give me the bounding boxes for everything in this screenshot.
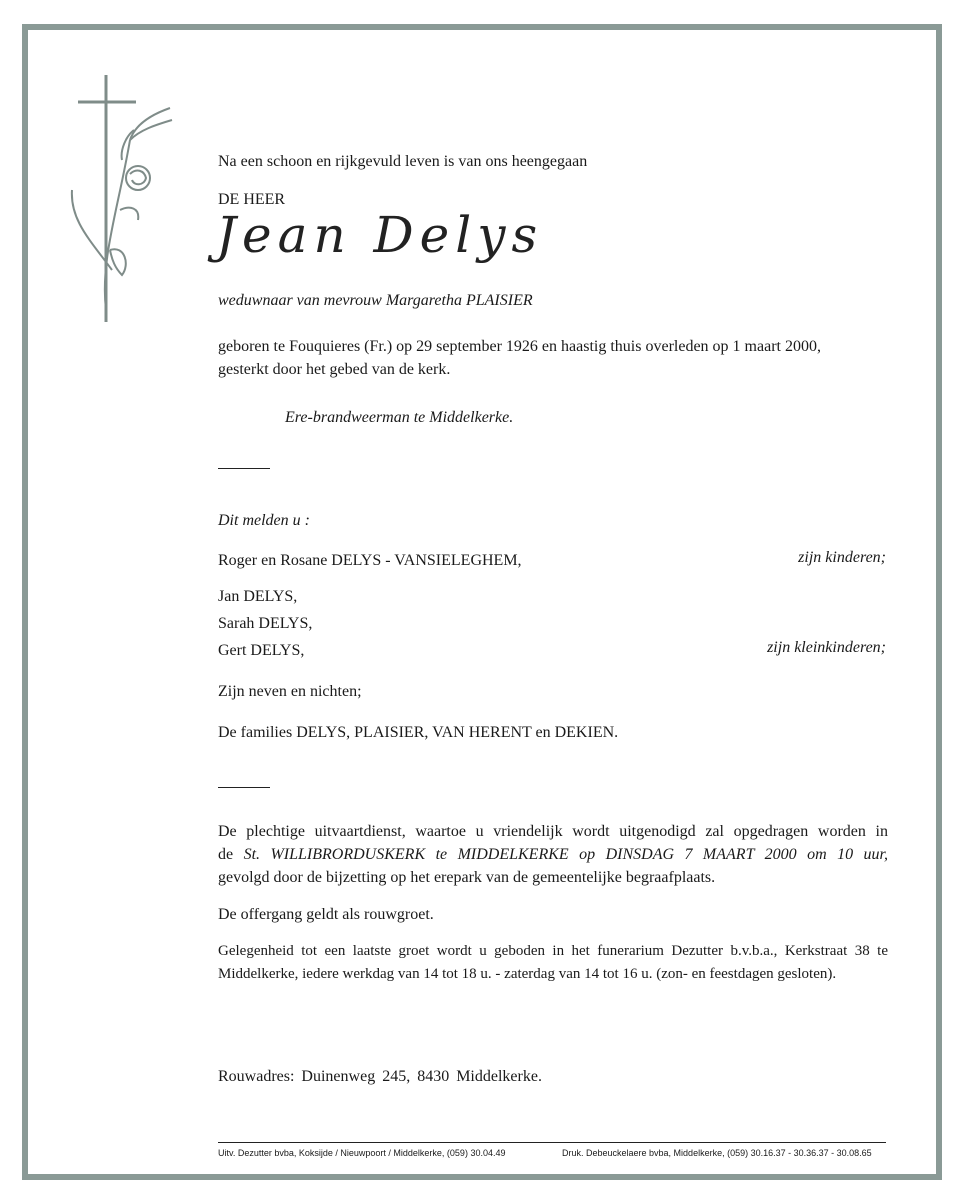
divider-2 [218, 787, 270, 788]
footer-right: Druk. Debeuckelaere bvba, Middelkerke, (059) 30.16.37 - 30.36.37 - 30.08.65 [562, 1148, 872, 1158]
children-name: Roger en Rosane DELYS - VANSIELEGHEM, [218, 552, 522, 569]
born-line-2: gesterkt door het gebed van de kerk. [218, 361, 451, 378]
service-line-2 [218, 843, 888, 866]
born-line-1: geboren te Fouquieres (Fr.) op 29 september 1926 en haastig thuis overleden op 1 maart 2000, [218, 338, 821, 355]
grandchild-1: Jan DELYS, [218, 588, 298, 605]
families-text: De families DELYS, PLAISIER, VAN HERENT en DEKIEN. [218, 724, 619, 741]
visit-line-2: Middelkerke, iedere werkdag van 14 tot 18 u. - zaterdag van 14 tot 16 u. (zon- en feestdagen gesloten). [218, 966, 837, 982]
grandchild-2: Sarah DELYS, [218, 615, 313, 632]
intro-text: Na een schoon en rijkgevuld leven is van ons heengegaan [218, 153, 588, 170]
service-line-1: De plechtige uitvaartdienst, waartoe u vriendelijk wordt uitgenodigd zal opgedragen worden in [218, 823, 888, 840]
footer-left: Uitv. Dezutter bvba, Koksijde / Nieuwpoort / Middelkerke, (059) 30.04.49 [218, 1148, 506, 1158]
announce-text: Dit melden u : [218, 512, 310, 529]
offering-text: De offergang geldt als rouwgroet. [218, 906, 434, 923]
widower-text: weduwnaar van mevrouw Margaretha PLAISIER [218, 292, 533, 309]
service-line-2-prefix: de [218, 846, 244, 863]
children-label: zijn kinderen; [798, 549, 886, 566]
divider-1 [218, 468, 270, 469]
cross-with-wheat-and-rose-icon [60, 70, 180, 330]
cousins-text: Zijn neven en nichten; [218, 683, 362, 700]
service-details: St. WILLIBRORDUSKERK te MIDDELKERKE op DINSDAG 7 MAART 2000 om 10 uur, [243, 846, 888, 863]
grandchildren-label: zijn kleinkinderen; [767, 639, 886, 656]
address-text: Rouwadres: Duinenweg 245, 8430 Middelkerke. [218, 1068, 542, 1085]
grandchild-3: Gert DELYS, [218, 642, 305, 659]
title-text: DE HEER [218, 191, 286, 208]
service-line-3: gevolgd door de bijzetting op het erepark van de gemeentelijke begraafplaats. [218, 869, 716, 886]
deceased-name: Jean Delys [216, 206, 544, 264]
visit-line-1: Gelegenheid tot een laatste groet wordt u geboden in het funerarium Dezutter b.v.b.a., Kerkstraat 38 te [218, 943, 888, 959]
footer-divider [218, 1142, 886, 1143]
honor-text: Ere-brandweerman te Middelkerke. [285, 409, 514, 426]
